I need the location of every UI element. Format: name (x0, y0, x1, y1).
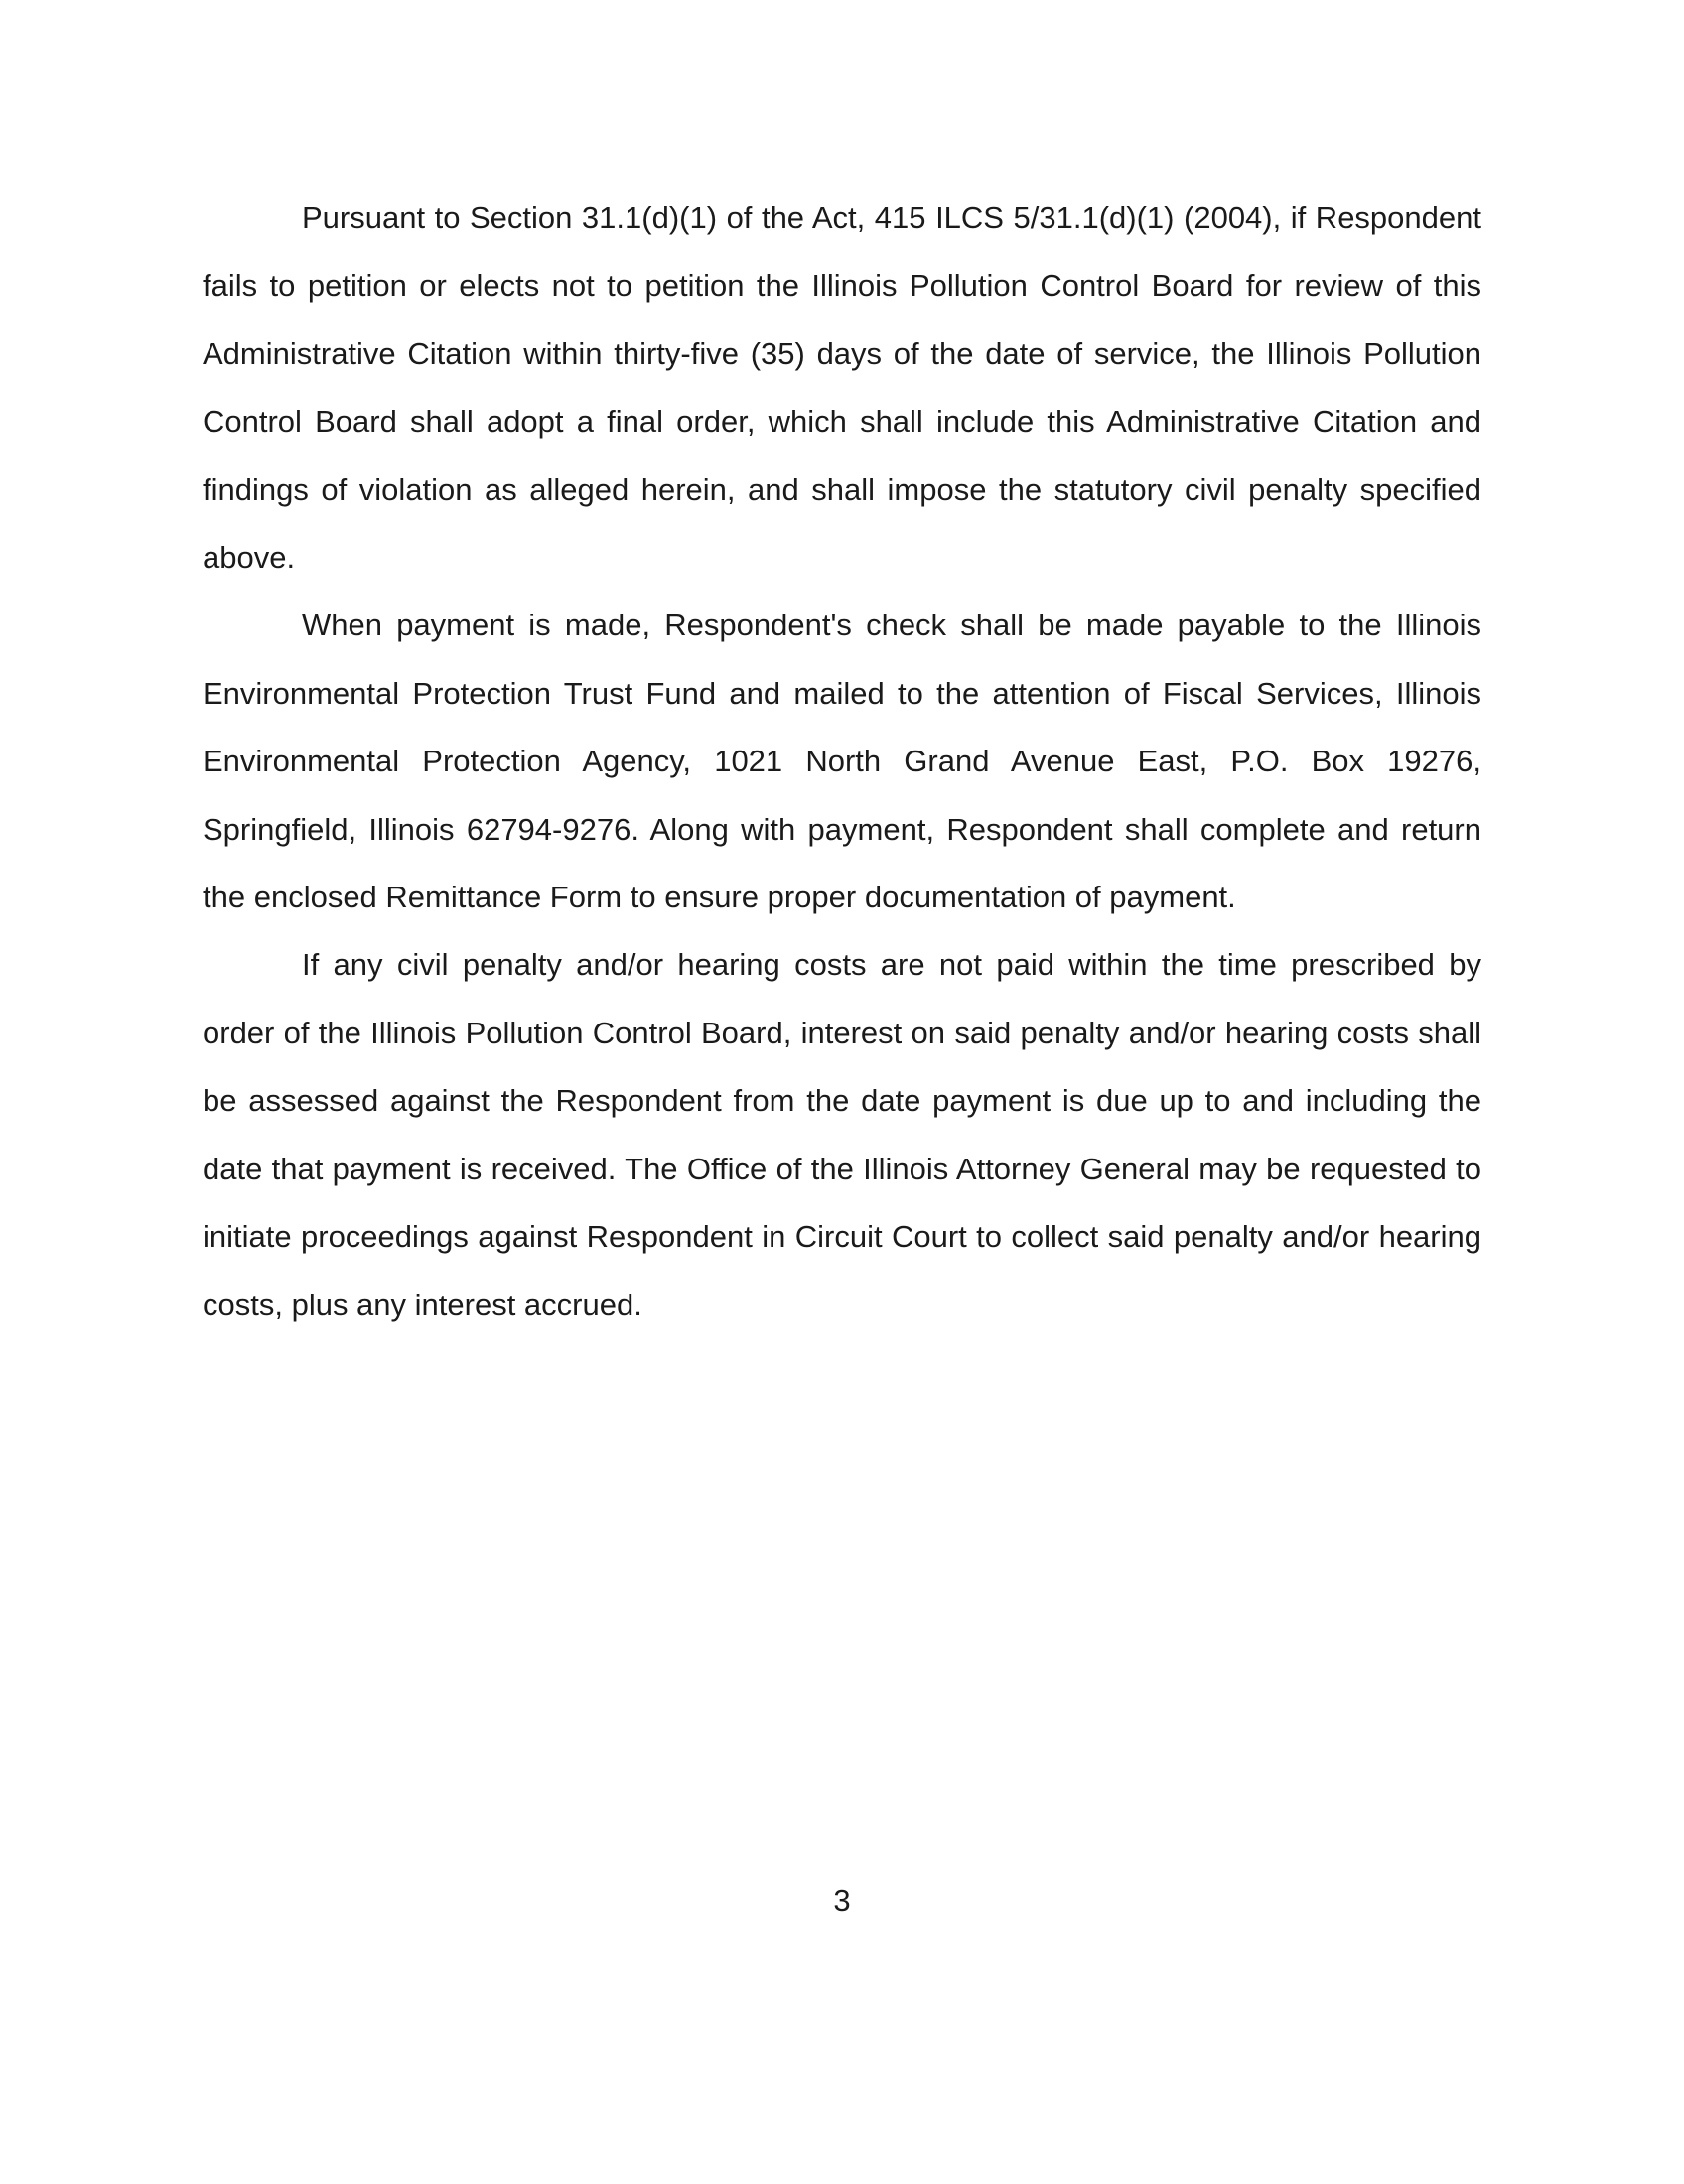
paragraph-payment-instructions: When payment is made, Respondent's check shall be made payable to the Illinois Environmental Protection Trust Fund and mailed to the attention of Fiscal Services, Illinois Environmental Protection Agency, 1021 North Grand Avenue East, P.O. Box 19276, Springfield, Illinois 62794-9276. Along with payment, Respondent shall complete and return the enclosed Remittance Form to ensure proper documentation of payment. (203, 608, 1481, 915)
paragraph-default-order: Pursuant to Section 31.1(d)(1) of the Act, 415 ILCS 5/31.1(d)(1) (2004), if Respondent fails to petition or elects not to petition the Illinois Pollution Control Board for review of this Administrative Citation within thirty-five (35) days of the date of service, the Illinois Pollution Control Board shall adopt a final order, which shall include this Administrative Citation and findings of violation as alleged herein, and shall impose the statutory civil penalty specified above. (203, 201, 1481, 576)
page-number: 3 (833, 1883, 851, 1918)
paragraph-interest-collection: If any civil penalty and/or hearing costs are not paid within the time prescribed by order of the Illinois Pollution Control Board, interest on said penalty and/or hearing costs shall be assessed against the Respondent from the date payment is due up to and including the date that payment is received. The Office of the Illinois Attorney General may be requested to initiate proceedings against Respondent in Circuit Court to collect said penalty and/or hearing costs, plus any interest accrued. (203, 947, 1481, 1322)
document-body (203, 185, 1481, 1339)
